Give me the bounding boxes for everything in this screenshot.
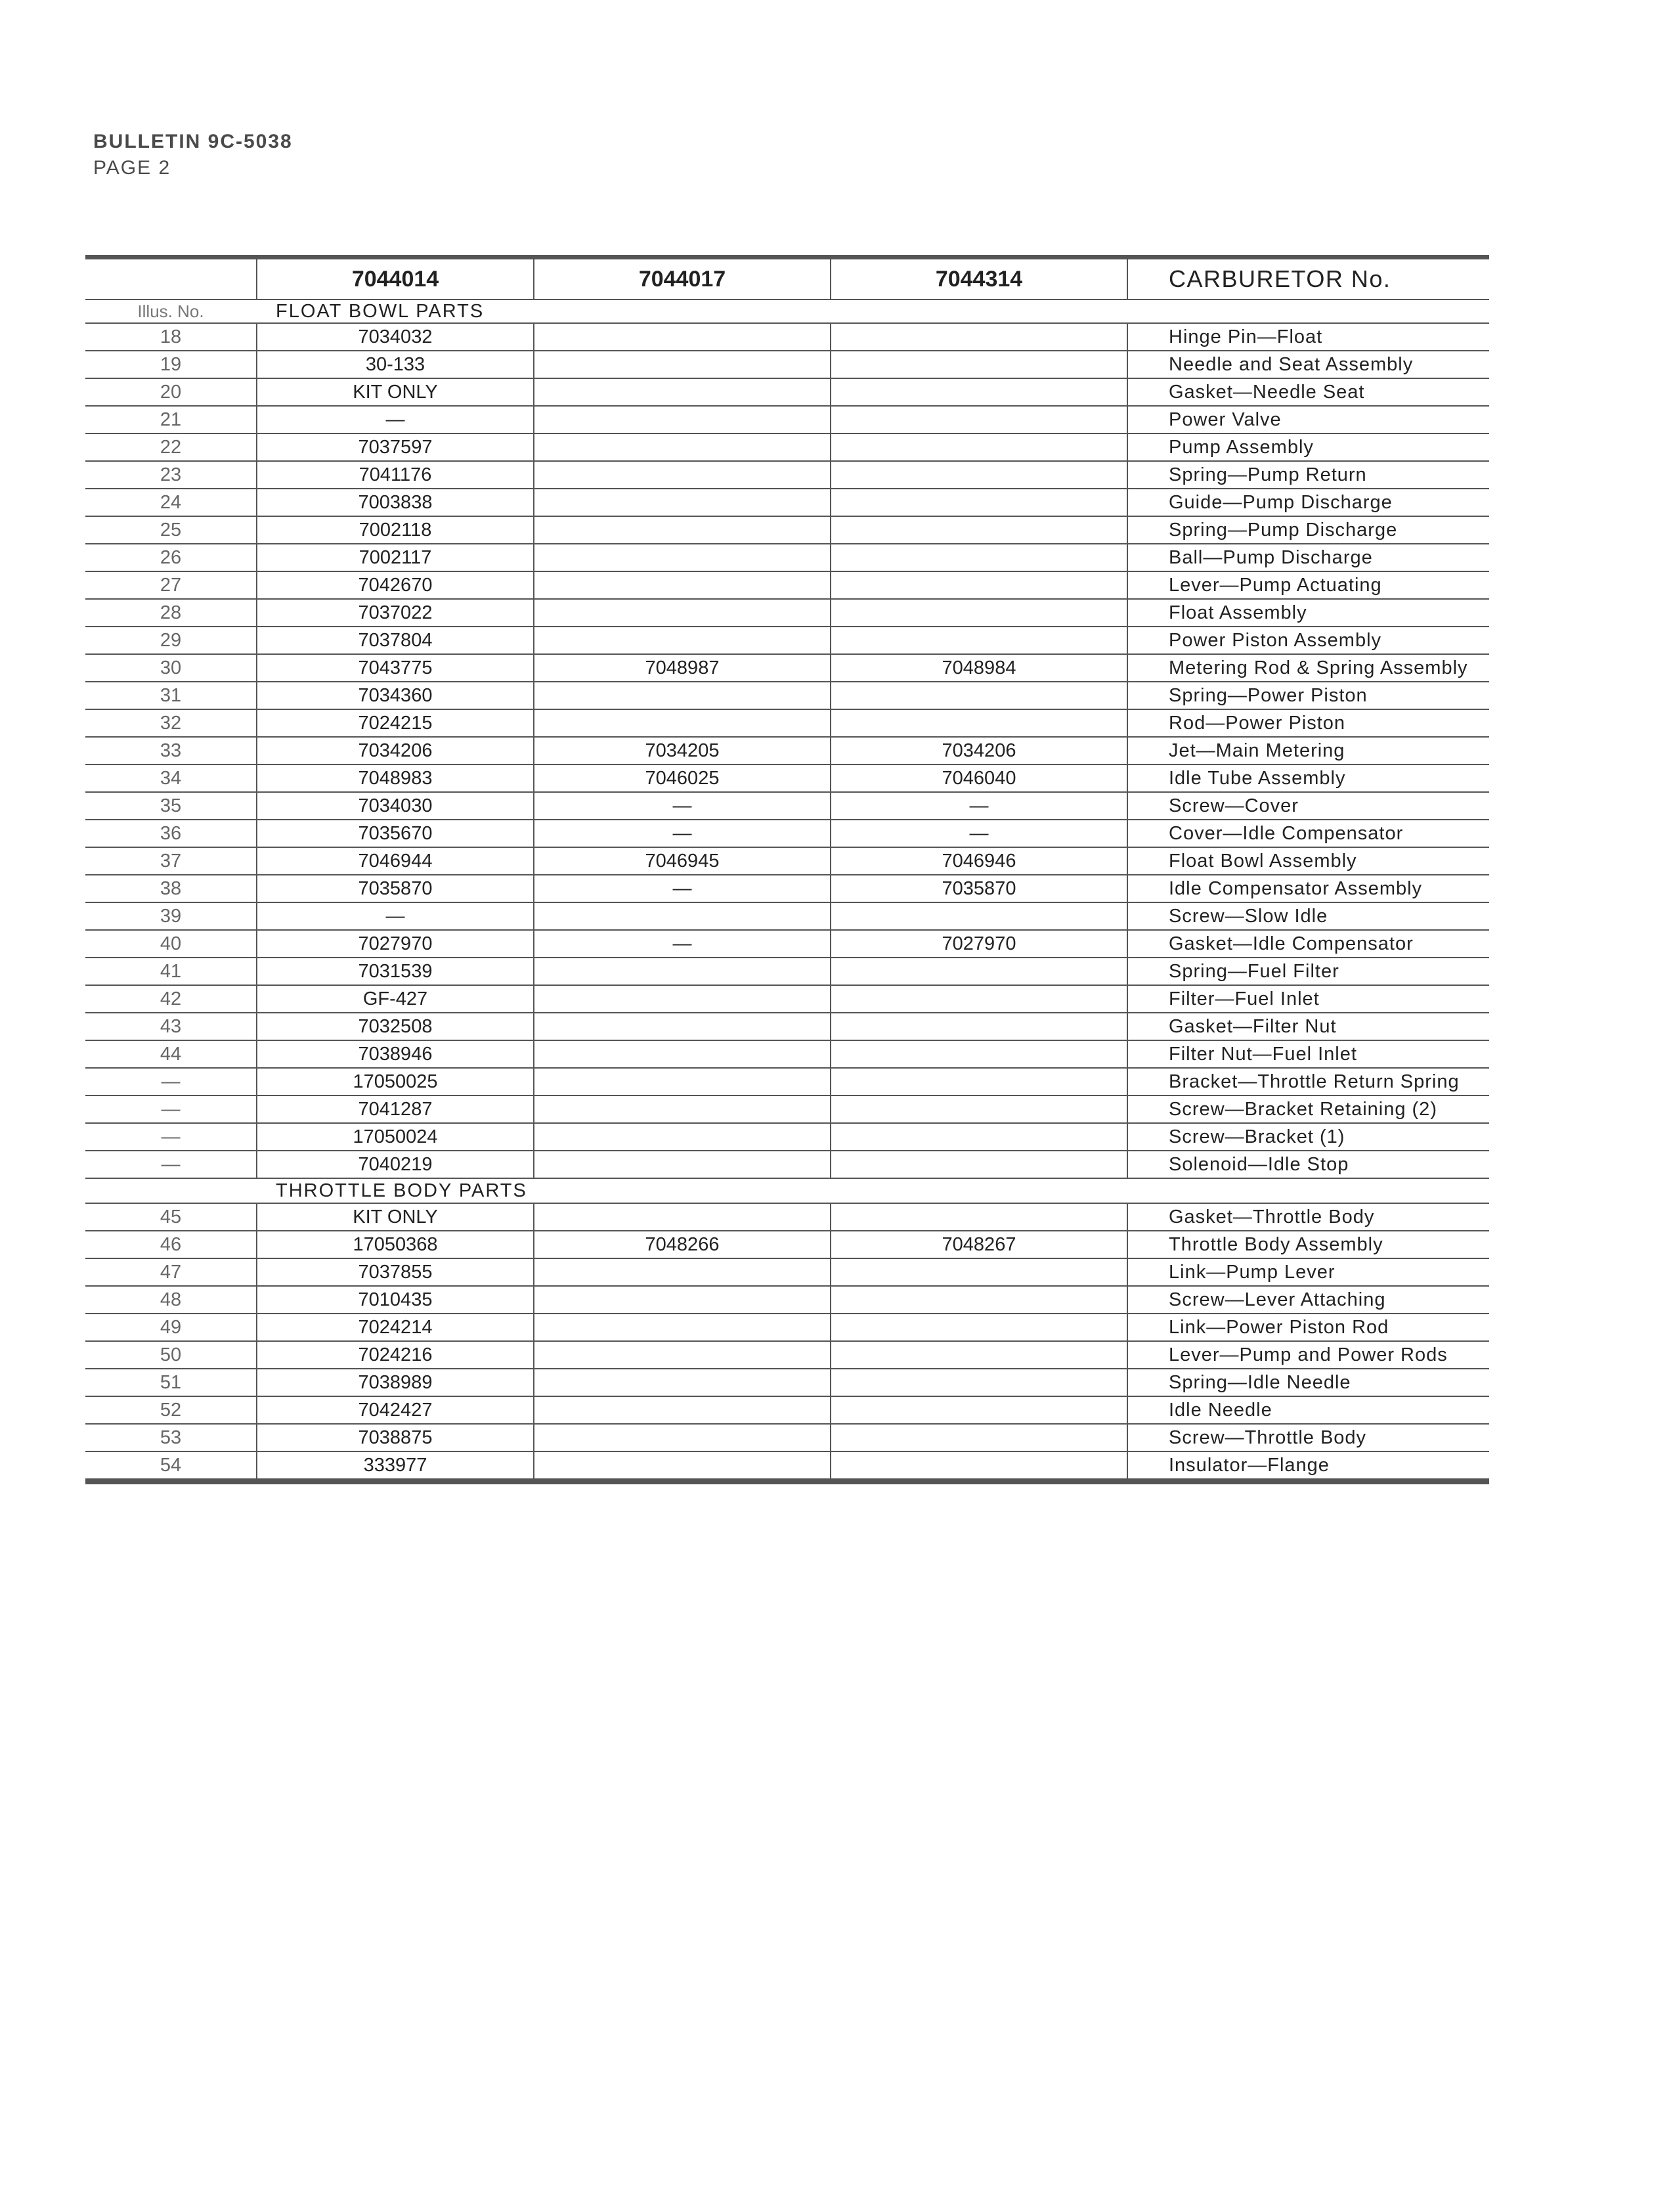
table-row	[85, 1231, 1489, 1259]
part-7044014: KIT ONLY	[256, 379, 533, 405]
part-description: Gasket—Idle Compensator	[1127, 931, 1489, 957]
illus-number: 49	[160, 1316, 182, 1338]
part-7044314: 7046040	[830, 765, 1127, 791]
part-description: Idle Compensator Assembly	[1127, 875, 1489, 902]
illus-no-row	[85, 300, 1489, 324]
part-7044314	[830, 1287, 1127, 1313]
part-7044014: —	[256, 903, 533, 929]
part-description: Screw—Throttle Body	[1127, 1425, 1489, 1451]
part-7044014: 7034206	[256, 738, 533, 764]
illus-number: —	[161, 1071, 181, 1092]
illus-number: 42	[160, 988, 182, 1009]
part-7044017	[533, 1287, 830, 1313]
part-7044014: 7035870	[256, 875, 533, 902]
part-7044017: 7048266	[533, 1231, 830, 1258]
part-7044314	[830, 1452, 1127, 1478]
part-7044014: 7038875	[256, 1425, 533, 1451]
part-7044314	[830, 710, 1127, 736]
part-7044017	[533, 351, 830, 378]
part-7044014: 7046944	[256, 848, 533, 874]
part-7044017	[533, 1342, 830, 1368]
part-description: Spring—Fuel Filter	[1127, 958, 1489, 984]
part-description: Spring—Pump Discharge	[1127, 517, 1489, 543]
part-7044314	[830, 1124, 1127, 1150]
part-description: Screw—Lever Attaching	[1127, 1287, 1489, 1313]
part-description: Lever—Pump Actuating	[1127, 572, 1489, 598]
part-7044314	[830, 1425, 1127, 1451]
part-7044017	[533, 627, 830, 653]
illus-no-label: Illus. No.	[137, 301, 204, 321]
table-row	[85, 655, 1489, 682]
part-7044314	[830, 1369, 1127, 1396]
part-7044014: 7027970	[256, 931, 533, 957]
part-description: Guide—Pump Discharge	[1127, 489, 1489, 516]
part-7044014: 7038946	[256, 1041, 533, 1067]
table-row	[85, 627, 1489, 655]
part-7044314: —	[830, 793, 1127, 819]
part-7044014: —	[256, 407, 533, 433]
part-description: Gasket—Throttle Body	[1127, 1204, 1489, 1230]
part-7044017	[533, 682, 830, 709]
part-7044014: 7038989	[256, 1369, 533, 1396]
part-description: Ball—Pump Discharge	[1127, 544, 1489, 571]
illus-number: 23	[160, 464, 182, 485]
illus-number: —	[161, 1126, 181, 1147]
table-row	[85, 1096, 1489, 1124]
illus-number: 31	[160, 684, 182, 706]
illus-number: 43	[160, 1015, 182, 1037]
part-7044017	[533, 1041, 830, 1067]
header-carburetor-no: CARBURETOR No.	[1127, 259, 1489, 299]
illus-number: 39	[160, 905, 182, 927]
table-row	[85, 517, 1489, 544]
part-7044017	[533, 1124, 830, 1150]
part-7044017	[533, 1369, 830, 1396]
part-7044314	[830, 986, 1127, 1012]
part-7044014: 7048983	[256, 765, 533, 791]
part-description: Filter Nut—Fuel Inlet	[1127, 1041, 1489, 1067]
part-7044314: 7046946	[830, 848, 1127, 874]
part-7044314: 7027970	[830, 931, 1127, 957]
illus-number: 37	[160, 850, 182, 872]
part-7044314	[830, 682, 1127, 709]
part-7044017	[533, 1151, 830, 1178]
page-number: PAGE 2	[93, 157, 171, 179]
part-7044017	[533, 1259, 830, 1285]
part-description: Screw—Slow Idle	[1127, 903, 1489, 929]
part-7044017: —	[533, 793, 830, 819]
table-row	[85, 572, 1489, 600]
part-description: Bracket—Throttle Return Spring	[1127, 1069, 1489, 1095]
part-7044014: 7024215	[256, 710, 533, 736]
part-7044314	[830, 1013, 1127, 1040]
part-description: Needle and Seat Assembly	[1127, 351, 1489, 378]
part-7044014: 7031539	[256, 958, 533, 984]
table-row	[85, 434, 1489, 462]
table-row	[85, 1259, 1489, 1287]
page-header	[93, 129, 293, 181]
header-carb-7044314: 7044314	[830, 259, 1127, 299]
part-7044014: 7003838	[256, 489, 533, 516]
part-7044314	[830, 600, 1127, 626]
part-7044014: 7037597	[256, 434, 533, 460]
illus-number: —	[161, 1153, 181, 1175]
part-7044017	[533, 1013, 830, 1040]
part-7044014: 7041287	[256, 1096, 533, 1122]
part-7044314	[830, 324, 1127, 350]
table-row	[85, 738, 1489, 765]
part-description: Screw—Bracket (1)	[1127, 1124, 1489, 1150]
part-7044314	[830, 544, 1127, 571]
table-row	[85, 931, 1489, 958]
parts-table	[85, 255, 1489, 1484]
part-7044017: —	[533, 931, 830, 957]
part-7044314	[830, 1204, 1127, 1230]
part-7044014: 7042427	[256, 1397, 533, 1423]
part-description: Spring—Power Piston	[1127, 682, 1489, 709]
part-description: Gasket—Filter Nut	[1127, 1013, 1489, 1040]
table-row	[85, 682, 1489, 710]
part-7044017	[533, 379, 830, 405]
illus-number: 19	[160, 353, 182, 375]
part-7044017: —	[533, 820, 830, 847]
illus-number: 41	[160, 960, 182, 982]
section-row-throttle-body	[85, 1179, 1489, 1204]
part-7044314	[830, 1096, 1127, 1122]
part-description: Solenoid—Idle Stop	[1127, 1151, 1489, 1178]
illus-number: 53	[160, 1427, 182, 1448]
section-illus-blank	[85, 1179, 256, 1203]
illus-number: 47	[160, 1261, 182, 1283]
table-row	[85, 1013, 1489, 1041]
part-7044017: 7034205	[533, 738, 830, 764]
part-7044014: 7002117	[256, 544, 533, 571]
table-row	[85, 765, 1489, 793]
illus-number: 45	[160, 1206, 182, 1228]
illus-number: 50	[160, 1344, 182, 1365]
part-7044014: GF-427	[256, 986, 533, 1012]
part-7044314	[830, 489, 1127, 516]
part-7044314	[830, 407, 1127, 433]
part-7044314: 7034206	[830, 738, 1127, 764]
part-7044314	[830, 1259, 1127, 1285]
table-row	[85, 462, 1489, 489]
illus-number: 29	[160, 629, 182, 651]
illus-number: 22	[160, 436, 182, 458]
part-7044017	[533, 572, 830, 598]
table-row	[85, 600, 1489, 627]
table-bottom-rule	[85, 1480, 1489, 1484]
table-row	[85, 1425, 1489, 1452]
table-top-rule	[85, 255, 1489, 259]
part-7044017	[533, 517, 830, 543]
illus-number: 34	[160, 767, 182, 789]
part-7044014: 7035670	[256, 820, 533, 847]
part-7044314	[830, 1342, 1127, 1368]
part-7044014: 7040219	[256, 1151, 533, 1178]
part-7044314	[830, 1041, 1127, 1067]
part-7044014: 7024216	[256, 1342, 533, 1368]
throttle-body-rows	[85, 1204, 1489, 1480]
table-row	[85, 903, 1489, 931]
part-7044017	[533, 600, 830, 626]
illus-number: 24	[160, 491, 182, 513]
header-carb-7044014: 7044014	[256, 259, 533, 299]
part-7044017	[533, 1397, 830, 1423]
part-7044017: —	[533, 875, 830, 902]
part-7044314	[830, 1151, 1127, 1178]
part-description: Metering Rod & Spring Assembly	[1127, 655, 1489, 681]
part-7044017	[533, 903, 830, 929]
part-7044014: 7037855	[256, 1259, 533, 1285]
table-row	[85, 1369, 1489, 1397]
table-row	[85, 544, 1489, 572]
illus-number: 28	[160, 602, 182, 623]
part-description: Spring—Pump Return	[1127, 462, 1489, 488]
table-row	[85, 351, 1489, 379]
section-title-throttle-body: THROTTLE BODY PARTS	[276, 1180, 527, 1201]
part-description: Screw—Cover	[1127, 793, 1489, 819]
part-7044014: 7037022	[256, 600, 533, 626]
part-description: Link—Power Piston Rod	[1127, 1314, 1489, 1340]
part-7044017	[533, 544, 830, 571]
table-row	[85, 1342, 1489, 1369]
part-7044017	[533, 489, 830, 516]
part-7044314	[830, 1069, 1127, 1095]
part-description: Rod—Power Piston	[1127, 710, 1489, 736]
part-description: Hinge Pin—Float	[1127, 324, 1489, 350]
illus-number: 21	[160, 409, 182, 430]
table-row	[85, 379, 1489, 407]
header-illus-blank	[85, 259, 256, 299]
table-header-row	[85, 259, 1489, 300]
part-7044017	[533, 1069, 830, 1095]
table-row	[85, 820, 1489, 848]
part-7044014: 7024214	[256, 1314, 533, 1340]
part-7044014: 333977	[256, 1452, 533, 1478]
part-7044014: 7010435	[256, 1287, 533, 1313]
part-7044017: 7046945	[533, 848, 830, 874]
part-7044017: 7048987	[533, 655, 830, 681]
table-row	[85, 1069, 1489, 1096]
part-description: Idle Needle	[1127, 1397, 1489, 1423]
part-description: Throttle Body Assembly	[1127, 1231, 1489, 1258]
table-row	[85, 1124, 1489, 1151]
part-7044014: KIT ONLY	[256, 1204, 533, 1230]
illus-number: 32	[160, 712, 182, 734]
part-7044314	[830, 434, 1127, 460]
part-7044017	[533, 434, 830, 460]
illus-number: 25	[160, 519, 182, 541]
part-7044314	[830, 379, 1127, 405]
part-description: Cover—Idle Compensator	[1127, 820, 1489, 847]
part-7044017	[533, 1096, 830, 1122]
table-row	[85, 1287, 1489, 1314]
illus-number: 46	[160, 1233, 182, 1255]
illus-number: —	[161, 1098, 181, 1120]
part-description: Jet—Main Metering	[1127, 738, 1489, 764]
part-7044014: 30-133	[256, 351, 533, 378]
header-carb-7044017: 7044017	[533, 259, 830, 299]
table-row	[85, 1151, 1489, 1179]
illus-number: 40	[160, 933, 182, 954]
illus-number: 18	[160, 326, 182, 347]
part-7044314: —	[830, 820, 1127, 847]
part-7044017	[533, 986, 830, 1012]
part-7044314	[830, 351, 1127, 378]
illus-number: 48	[160, 1289, 182, 1310]
table-row	[85, 489, 1489, 517]
part-7044014: 7042670	[256, 572, 533, 598]
table-row	[85, 1397, 1489, 1425]
table-row	[85, 407, 1489, 434]
part-description: Gasket—Needle Seat	[1127, 379, 1489, 405]
part-7044314	[830, 958, 1127, 984]
part-7044017	[533, 1452, 830, 1478]
table-row	[85, 986, 1489, 1013]
part-7044014: 7034032	[256, 324, 533, 350]
illus-number: 44	[160, 1043, 182, 1065]
part-7044017	[533, 324, 830, 350]
illus-number: 54	[160, 1454, 182, 1476]
part-7044314: 7048984	[830, 655, 1127, 681]
part-7044017	[533, 710, 830, 736]
part-description: Power Valve	[1127, 407, 1489, 433]
table-row	[85, 848, 1489, 875]
table-row	[85, 1041, 1489, 1069]
table-row	[85, 1314, 1489, 1342]
part-7044314	[830, 1397, 1127, 1423]
table-row	[85, 710, 1489, 738]
part-7044314	[830, 1314, 1127, 1340]
part-7044014: 17050024	[256, 1124, 533, 1150]
part-description: Link—Pump Lever	[1127, 1259, 1489, 1285]
part-7044314	[830, 517, 1127, 543]
part-7044014: 7043775	[256, 655, 533, 681]
part-7044314: 7035870	[830, 875, 1127, 902]
part-description: Filter—Fuel Inlet	[1127, 986, 1489, 1012]
illus-number: 27	[160, 574, 182, 596]
illus-number: 26	[160, 546, 182, 568]
part-7044017	[533, 407, 830, 433]
part-7044314	[830, 462, 1127, 488]
part-7044314	[830, 627, 1127, 653]
section-title-float-bowl: FLOAT BOWL PARTS	[276, 300, 485, 322]
part-7044014: 7041176	[256, 462, 533, 488]
part-7044017	[533, 1425, 830, 1451]
float-bowl-rows	[85, 324, 1489, 1179]
part-7044314: 7048267	[830, 1231, 1127, 1258]
part-description: Lever—Pump and Power Rods	[1127, 1342, 1489, 1368]
table-row	[85, 324, 1489, 351]
part-7044014: 17050025	[256, 1069, 533, 1095]
table-row	[85, 1204, 1489, 1231]
part-description: Float Bowl Assembly	[1127, 848, 1489, 874]
illus-number: 51	[160, 1371, 182, 1393]
table-row	[85, 875, 1489, 903]
bulletin-number: BULLETIN 9C-5038	[93, 131, 293, 152]
table-row	[85, 793, 1489, 820]
part-7044014: 7032508	[256, 1013, 533, 1040]
illus-number: 35	[160, 795, 182, 816]
part-description: Screw—Bracket Retaining (2)	[1127, 1096, 1489, 1122]
part-7044014: 17050368	[256, 1231, 533, 1258]
part-7044314	[830, 572, 1127, 598]
part-7044017	[533, 1314, 830, 1340]
illus-number: 36	[160, 822, 182, 844]
part-7044017: 7046025	[533, 765, 830, 791]
part-description: Float Assembly	[1127, 600, 1489, 626]
illus-number: 20	[160, 381, 182, 403]
part-7044014: 7002118	[256, 517, 533, 543]
table-row	[85, 958, 1489, 986]
part-7044014: 7034360	[256, 682, 533, 709]
part-7044314	[830, 903, 1127, 929]
illus-number: 52	[160, 1399, 182, 1421]
part-description: Insulator—Flange	[1127, 1452, 1489, 1478]
part-description: Idle Tube Assembly	[1127, 765, 1489, 791]
illus-number: 30	[160, 657, 182, 678]
part-7044014: 7034030	[256, 793, 533, 819]
part-description: Power Piston Assembly	[1127, 627, 1489, 653]
illus-number: 38	[160, 877, 182, 899]
part-7044017	[533, 958, 830, 984]
part-7044017	[533, 462, 830, 488]
part-7044014: 7037804	[256, 627, 533, 653]
part-description: Pump Assembly	[1127, 434, 1489, 460]
table-row	[85, 1452, 1489, 1480]
part-description: Spring—Idle Needle	[1127, 1369, 1489, 1396]
part-7044017	[533, 1204, 830, 1230]
illus-number: 33	[160, 740, 182, 761]
